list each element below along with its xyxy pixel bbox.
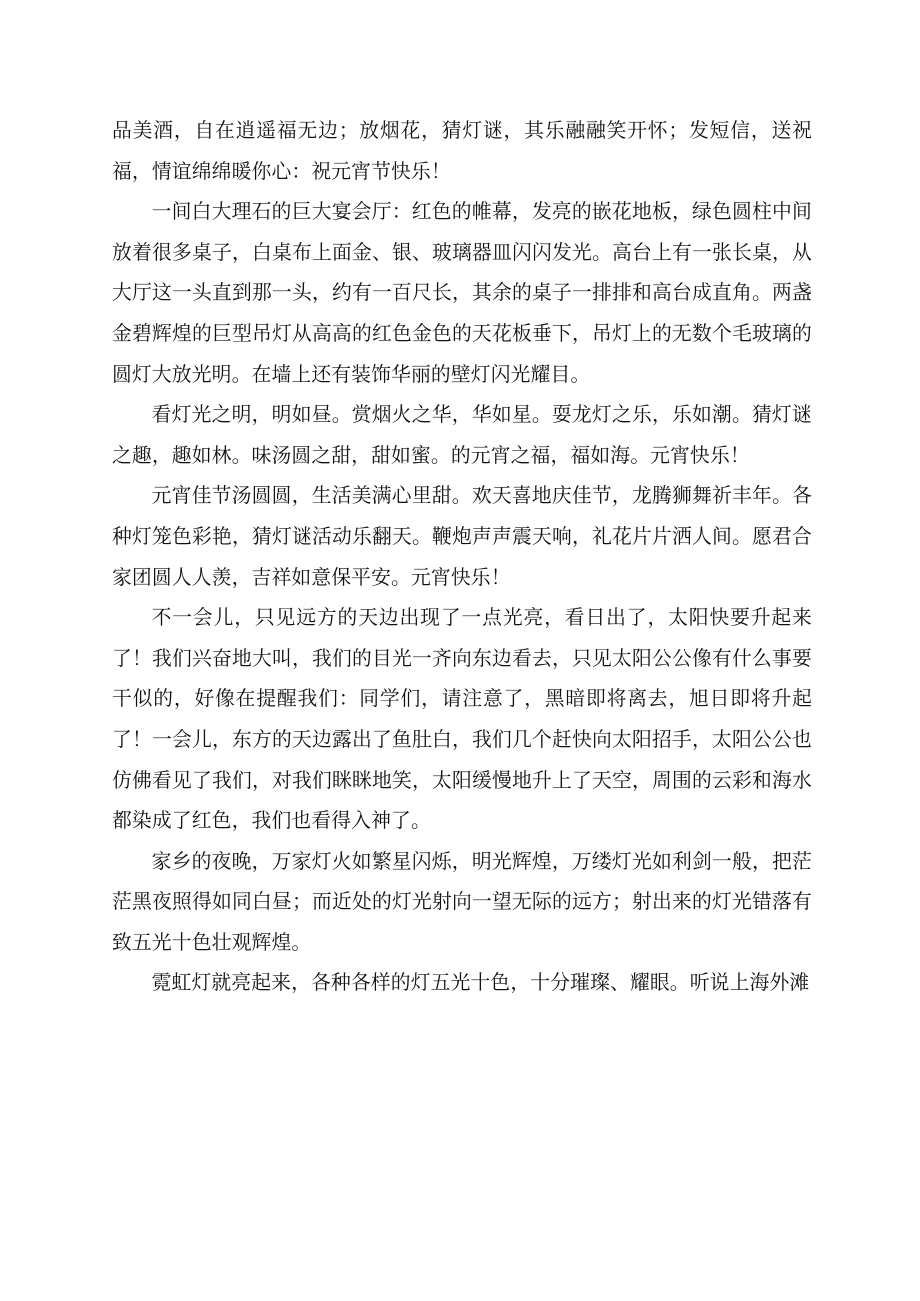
paragraph-4: 元宵佳节汤圆圆，生活美满心里甜。欢天喜地庆佳节，龙腾狮舞祈丰年。各种灯笼色彩艳，猜灯谜活动乐翻天。鞭炮声声震天响，礼花片片洒人间。愿君合家团圆人人羡，吉祥如意保平安。元宵快乐！ (112, 484, 812, 589)
paragraph-2: 一间白大理石的巨大宴会厅：红色的帷幕，发亮的嵌花地板，绿色圆柱中间放着很多桌子，白桌布上面金、银、玻璃器皿闪闪发光。高台上有一张长桌，从大厅这一头直到那一头，约有一百尺长，其余的桌子一排排和高台成直角。两盏金碧辉煌的巨型吊灯从高高的红色金色的天花板垂下，吊灯上的无数个毛玻璃的圆灯大放光明。在墙上还有装饰华丽的壁灯闪光耀目。 (112, 200, 812, 386)
paragraph-5: 不一会儿，只见远方的天边出现了一点光亮，看日出了，太阳快要升起来了！我们兴奋地大叫，我们的目光一齐向东边看去，只见太阳公公像有什么事要干似的，好像在提醒我们：同学们，请注意了，黑暗即将离去，旭日即将升起了！一会儿，东方的天边露出了鱼肚白，我们几个赶快向太阳招手，太阳公公也仿佛看见了我们，对我们眯眯地笑，太阳缓慢地升上了天空，周围的云彩和海水都染成了红色，我们也看得入神了。 (112, 606, 812, 833)
paragraph-3: 看灯光之明，明如昼。赏烟火之华，华如星。耍龙灯之乐，乐如潮。猜灯谜之趣，趣如林。味汤圆之甜，甜如蜜。的元宵之福，福如海。元宵快乐！ (112, 403, 812, 467)
document-body (112, 111, 812, 1004)
paragraph-7: 霓虹灯就亮起来，各种各样的灯五光十色，十分璀璨、耀眼。听说上海外滩 (151, 971, 810, 995)
paragraph-6: 家乡的夜晚，万家灯火如繁星闪烁，明光辉煌，万缕灯光如利剑一般，把茫茫黑夜照得如同白昼；而近处的灯光射向一望无际的远方；射出来的灯光错落有致五光十色壮观辉煌。 (112, 849, 812, 954)
paragraph-1: 品美酒，自在逍遥福无边；放烟花，猜灯谜，其乐融融笑开怀；发短信，送祝福，情谊绵绵暖你心：祝元宵节快乐！ (112, 119, 812, 183)
